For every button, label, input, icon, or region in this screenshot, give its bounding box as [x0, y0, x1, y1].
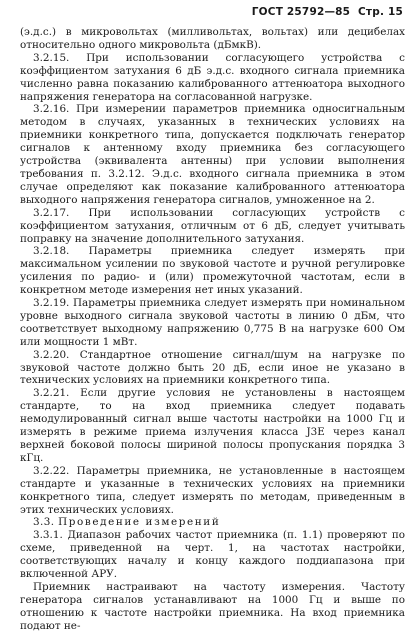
section-number: 3.3. — [33, 516, 55, 529]
paragraph: 3.2.20. Стандартное отношение сигнал/шум на нагрузке по звуковой частоте должно быть 20 дБ, если иное не указано в технических условиях на приемники конкретного типа. — [20, 348, 405, 387]
body-text — [20, 26, 405, 633]
paragraph: 3.2.21. Если другие условия не установлены в настоящем стандарте, то на вход приемника следует подавать немодулированный сигнал выше частоты настройки на 1000 Гц и измерять в режиме приема излучения класса J3E через канал верхней боковой полосы шириной полосы пропускания порядка 3 кГц. — [20, 387, 405, 464]
paragraph: 3.2.22. Параметры приемника, не установленные в настоящем стандарте и указанные в технических условиях на приемники конкретного типа, следует измерять по методам, приведенным в этих технических условиях. — [20, 464, 405, 516]
page-number: Стр. 15 — [358, 6, 403, 18]
section-title: Проведение измерений — [58, 516, 221, 529]
paragraph: 3.2.15. При использовании согласующего устройства с коэффициентом затухания 6 дБ э.д.с. входного сигнала приемника численно равна показанию калиброванного аттенюатора выходного напряжения генератора на согласованной нагрузке. — [20, 51, 405, 103]
paragraph: Приемник настраивают на частоту измерения. Частоту генератора сигналов устанавливают на 1000 Гц и выше по отношению к частоте настройки приемника. На вход приемника подают не- — [20, 580, 405, 632]
paragraph: 3.2.19. Параметры приемника следует измерять при номинальном уровне выходного сигнала звуковой частоты в линию 0 дБм, что соответствует выходному напряжению 0,775 В на нагрузке 600 Ом или мощности 1 мВт. — [20, 297, 405, 348]
section-heading — [20, 516, 405, 529]
page-header — [20, 6, 405, 18]
paragraph: 3.2.18. Параметры приемника следует измерять при максимальном усилении по звуковой частоте и ручной регулировке усиления по радио- и (или) промежуточной частотам, если в конкретном методе измерения нет иных указаний. — [20, 245, 405, 297]
paragraph: (э.д.с.) в микровольтах (милливольтах, вольтах) или децибелах относительно одного микровольта (дБмкВ). — [20, 26, 405, 51]
paragraph: 3.2.17. При использовании согласующих устройств с коэффициентом затухания, отличным от 6 дБ, следует учитывать поправку на значение дополнительного затухания. — [20, 206, 405, 245]
paragraph: 3.2.16. При измерении параметров приемника односигнальным методом в случаях, указанных в технических условиях на приемники конкретного типа, допускается подключать генератор сигналов к антенному входу приемника без согласующего устройства (эквивалента антенны) при условии выполнения требования п. 3.2.12. Э.д.с. входного сигнала приемника в этом случае определяют как показание калиброванного аттенюатора выходного напряжения генератора сигналов, умноженное на 2. — [20, 103, 405, 206]
paragraph: 3.3.1. Диапазон рабочих частот приемника (п. 1.1) проверяют по схеме, приведенной на черт. 1, на частотах настройки, соответствующих началу и концу каждого поддиапазона при включенной АРУ. — [20, 529, 405, 581]
standard-number: ГОСТ 25792—85 — [251, 6, 351, 18]
